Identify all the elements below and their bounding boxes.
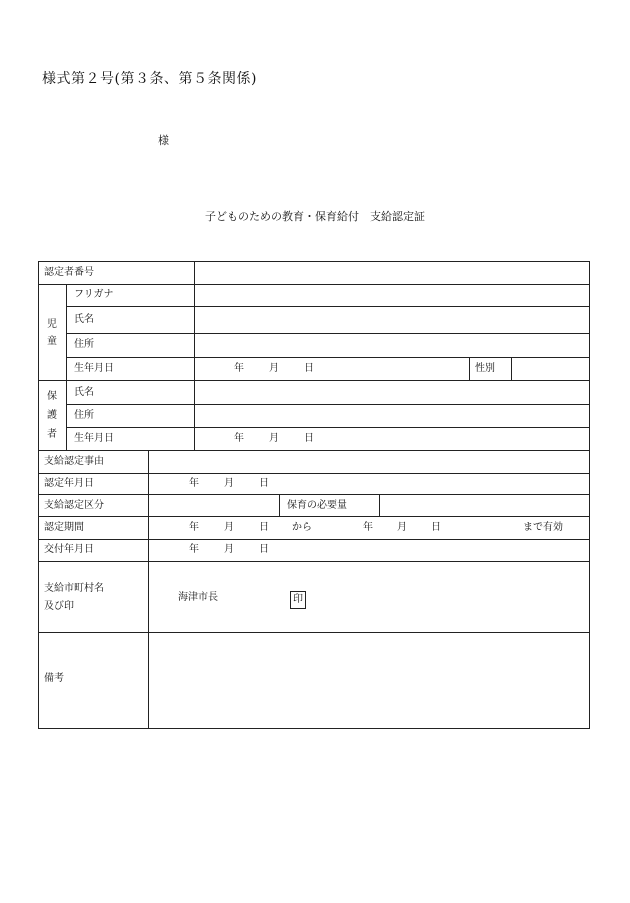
row-line: [38, 561, 590, 562]
period-from-day: 日: [259, 522, 269, 533]
document-title: 子どものための教育・保育給付 支給認定証: [205, 210, 425, 223]
issue-date-year: 年: [189, 544, 199, 555]
row-line: [66, 306, 590, 307]
issue-date-month: 月: [224, 544, 234, 555]
period-to-day: 日: [431, 522, 441, 533]
issue-date-label: 交付年月日: [44, 544, 94, 555]
period-to-year: 年: [363, 522, 373, 533]
guardian-address-label: 住所: [74, 410, 94, 421]
necessity-label: 保育の必要量: [287, 500, 347, 511]
child-name-label: 氏名: [74, 314, 94, 325]
gender-divider: [511, 357, 512, 380]
label-divider-lower: [148, 450, 149, 728]
guardian-birth-month: 月: [269, 433, 279, 444]
row-line: [66, 427, 590, 428]
period-from-suffix: から: [292, 522, 312, 533]
period-valid-until: まで有効: [523, 522, 563, 533]
period-to-month: 月: [397, 522, 407, 533]
guardian-birth-year: 年: [234, 433, 244, 444]
cert-date-month: 月: [224, 478, 234, 489]
guardian-name-label: 氏名: [74, 387, 94, 398]
row-line: [38, 450, 590, 451]
table-border-bottom: [38, 728, 590, 729]
row-line: [66, 333, 590, 334]
row-line: [38, 380, 590, 381]
official-seal: 印: [290, 591, 306, 609]
child-address-label: 住所: [74, 339, 94, 350]
row-line: [38, 516, 590, 517]
cert-number-label: 認定者番号: [44, 267, 94, 278]
label-divider: [194, 261, 195, 450]
row-line: [66, 404, 590, 405]
category-label: 支給認定区分: [44, 500, 104, 511]
table-border-top: [38, 261, 590, 262]
period-from-month: 月: [224, 522, 234, 533]
guardian-group-label-1: 保: [47, 391, 57, 402]
guardian-birth-day: 日: [304, 433, 314, 444]
period-label: 認定期間: [44, 522, 84, 533]
period-from-year: 年: [189, 522, 199, 533]
child-birth-day: 日: [304, 363, 314, 374]
reason-label: 支給認定事由: [44, 456, 104, 467]
row-line: [38, 632, 590, 633]
table-border-left: [38, 261, 39, 729]
municipality-label-line1: 支給市町村名: [44, 583, 104, 594]
group-divider: [66, 284, 67, 450]
addressee-suffix: 様: [158, 134, 169, 147]
cert-date-day: 日: [259, 478, 269, 489]
guardian-birthdate-label: 生年月日: [74, 433, 114, 444]
gender-divider: [469, 357, 470, 380]
row-line: [38, 284, 590, 285]
issue-date-day: 日: [259, 544, 269, 555]
category-divider: [279, 494, 280, 516]
child-group-label-1: 児: [47, 319, 57, 330]
child-birth-year: 年: [234, 363, 244, 374]
mayor-name: 海津市長: [178, 592, 218, 603]
cert-date-year: 年: [189, 478, 199, 489]
guardian-group-label-3: 者: [47, 429, 57, 440]
child-furigana-label: フリガナ: [74, 289, 114, 300]
municipality-label-line2: 及び印: [44, 601, 74, 612]
form-number: 様式第２号(第３条、第５条関係): [42, 71, 257, 87]
table-border-right: [589, 261, 590, 729]
guardian-group-label-2: 護: [47, 410, 57, 421]
child-group-label-2: 童: [47, 336, 57, 347]
cert-date-label: 認定年月日: [44, 478, 94, 489]
category-divider: [379, 494, 380, 516]
gender-label: 性別: [475, 363, 495, 374]
row-line: [38, 473, 590, 474]
remarks-label: 備考: [44, 673, 64, 684]
row-line: [38, 539, 590, 540]
child-birth-month: 月: [269, 363, 279, 374]
child-birthdate-label: 生年月日: [74, 363, 114, 374]
row-line: [38, 494, 590, 495]
